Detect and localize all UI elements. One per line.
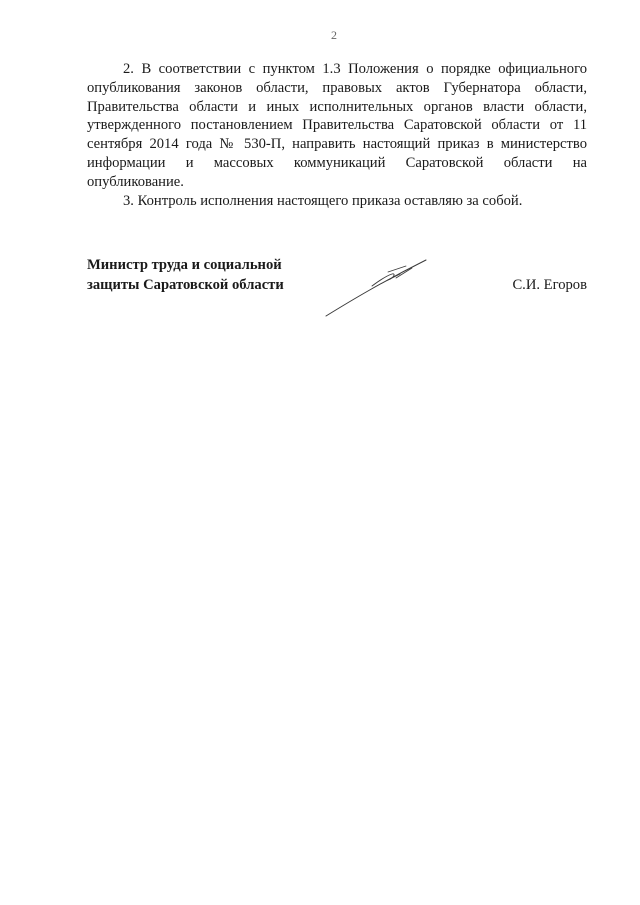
- signer-name: С.И. Егоров: [512, 277, 587, 293]
- handwritten-signature: [322, 256, 432, 318]
- paragraph-publication: 2. В соответствии с пунктом 1.3 Положения о порядке официального опубликования законов области, правовых актов Губернатора области, Правительства области и иных исполнительных органов власти области, утвержденного постановлением Правительства Саратовской области от 11 сентября 2014 года № 530-П, направить настоящий приказ в министерство информации и массовых коммуникаций Саратовской области на опубликование.: [87, 61, 587, 190]
- signature-block: [87, 256, 587, 326]
- signature-stroke-loop: [372, 274, 400, 286]
- paragraph-control: 3. Контроль исполнения настоящего приказа оставляю за собой.: [123, 192, 523, 209]
- signer-title: [87, 256, 317, 295]
- document-body: [87, 60, 587, 210]
- signature-stroke-cross: [388, 266, 412, 278]
- page-number: 2: [331, 28, 337, 42]
- signer-title-line-1: Министр труда и социальной: [87, 257, 282, 273]
- signer-title-line-2: защиты Саратовской области: [87, 276, 284, 293]
